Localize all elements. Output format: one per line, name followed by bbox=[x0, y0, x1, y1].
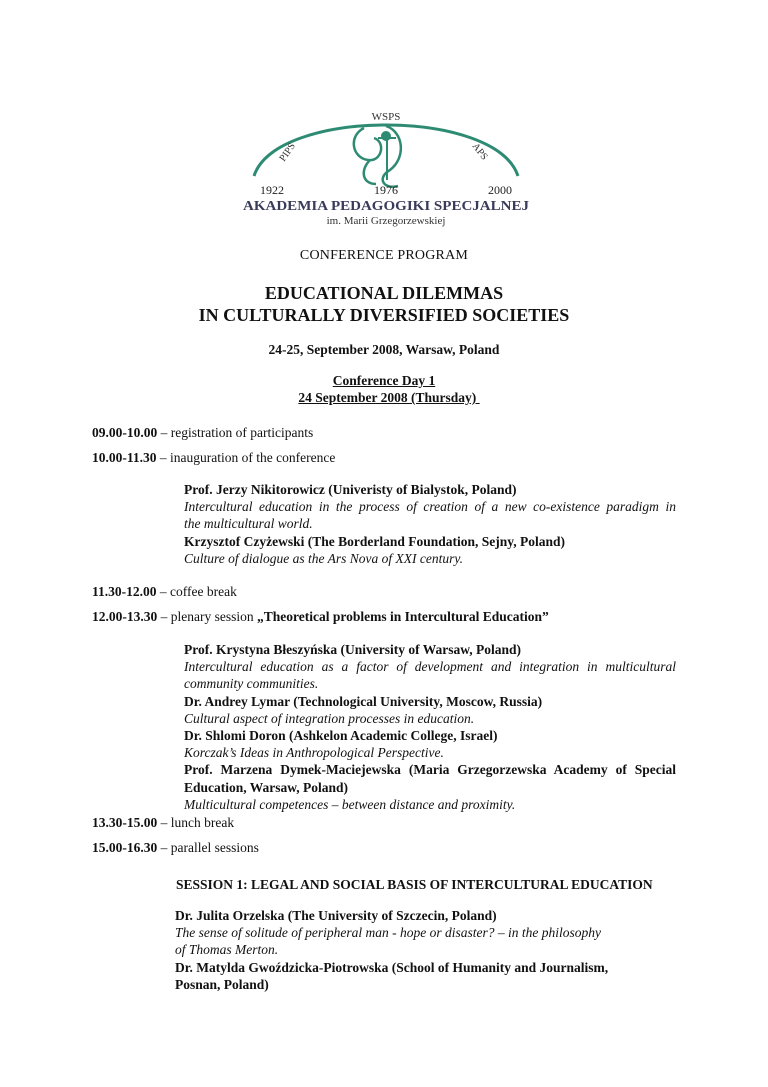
talk-title: The sense of solitude of peripheral man - hope or disaster? – in the philosophy bbox=[175, 925, 601, 941]
plenary-session-title: „Theoretical problems in Intercultural Education” bbox=[256, 609, 549, 624]
schedule-time: 09.00-10.00 bbox=[92, 425, 158, 440]
talk-title: community communities. bbox=[184, 676, 319, 692]
talk-title: the multicultural world. bbox=[184, 516, 313, 532]
talk-title: Intercultural education as a factor of development and integration in multicultural bbox=[184, 659, 676, 675]
session-1-speakers bbox=[175, 907, 645, 993]
schedule-time: 13.30-15.00 bbox=[92, 815, 158, 830]
schedule-item-lunch-break bbox=[92, 815, 234, 831]
schedule-text: – parallel sessions bbox=[157, 840, 259, 855]
schedule-text: – coffee break bbox=[156, 584, 237, 599]
logo-right-text: APS bbox=[469, 141, 490, 163]
speaker-name: Dr. Matylda Gwoździcka-Piotrowska (School of Humanity and Journalism, bbox=[175, 959, 609, 975]
schedule-item-plenary bbox=[92, 609, 549, 625]
inauguration-speakers bbox=[184, 481, 676, 567]
schedule-item-inauguration bbox=[92, 450, 335, 466]
schedule-time: 15.00-16.30 bbox=[92, 840, 158, 855]
speaker-affiliation: Posnan, Poland) bbox=[175, 976, 269, 992]
academy-logo bbox=[236, 98, 536, 228]
speaker-name: Dr. Shlomi Doron (Ashkelon Academic College, Israel) bbox=[184, 728, 498, 744]
talk-title: Intercultural education in the process of creation of a new co-existence paradigm in bbox=[184, 499, 676, 515]
conference-title-line1: EDUCATIONAL DILEMMAS bbox=[264, 283, 504, 303]
talk-title: Cultural aspect of integration processes in education. bbox=[184, 710, 475, 726]
plenary-speakers bbox=[184, 641, 676, 813]
speaker-affiliation: Education, Warsaw, Poland) bbox=[184, 779, 349, 795]
schedule-text: – registration of participants bbox=[157, 425, 314, 440]
logo-year-center: 1976 bbox=[374, 183, 398, 197]
talk-title: of Thomas Merton. bbox=[175, 942, 279, 958]
talk-title: Korczak’s Ideas in Anthropological Perspective. bbox=[184, 745, 444, 761]
logo-emblem-icon bbox=[354, 126, 401, 187]
session-1-title: SESSION 1: LEGAL AND SOCIAL BASIS OF INTERCULTURAL EDUCATION bbox=[176, 877, 653, 892]
schedule-time: 10.00-11.30 bbox=[92, 450, 157, 465]
schedule-item-parallel-sessions bbox=[92, 840, 259, 856]
logo-left-text: PIPS bbox=[277, 141, 298, 164]
logo-subname: im. Marii Grzegorzewskiej bbox=[326, 215, 446, 227]
speaker-name: Prof. Krystyna Błeszyńska (University of Warsaw, Poland) bbox=[184, 642, 522, 657]
logo-name: AKADEMIA PEDAGOGIKI SPECJALNEJ bbox=[243, 199, 529, 214]
conference-program-heading: CONFERENCE PROGRAM bbox=[299, 248, 469, 263]
talk-title: Multicultural competences – between distance and proximity. bbox=[184, 796, 516, 812]
schedule-text: – plenary session bbox=[157, 609, 257, 624]
speaker-name: Krzysztof Czyżewski (The Borderland Foundation, Sejny, Poland) bbox=[184, 533, 566, 549]
speaker-name: Dr. Julita Orzelska (The University of Szczecin, Poland) bbox=[175, 908, 497, 923]
speaker-name: Prof. Marzena Dymek-Maciejewska (Maria Grzegorzewska Academy of Special bbox=[184, 762, 676, 778]
conference-title-line2: IN CULTURALLY DIVERSIFIED SOCIETIES bbox=[198, 305, 570, 325]
schedule-time: 12.00-13.30 bbox=[92, 609, 158, 624]
speaker-name: Prof. Jerzy Nikitorowicz (Univeristy of Bialystok, Poland) bbox=[184, 482, 517, 497]
schedule-time: 11.30-12.00 bbox=[92, 584, 157, 599]
conference-day-label: Conference Day 1 bbox=[332, 373, 436, 388]
logo-year-left: 1922 bbox=[260, 183, 284, 197]
logo-top-text: WSPS bbox=[371, 111, 401, 123]
conference-dates: 24-25, September 2008, Warsaw, Poland bbox=[268, 342, 500, 357]
schedule-item-coffee-break bbox=[92, 584, 237, 600]
schedule-item-registration bbox=[92, 425, 313, 441]
talk-title: Culture of dialogue as the Ars Nova of XXI century. bbox=[184, 550, 463, 566]
conference-day-date: 24 September 2008 (Thursday) bbox=[298, 390, 480, 405]
speaker-name: Dr. Andrey Lymar (Technological University, Moscow, Russia) bbox=[184, 693, 543, 709]
schedule-text: – inauguration of the conference bbox=[156, 450, 336, 465]
logo-year-right: 2000 bbox=[488, 183, 512, 197]
schedule-text: – lunch break bbox=[157, 815, 235, 830]
